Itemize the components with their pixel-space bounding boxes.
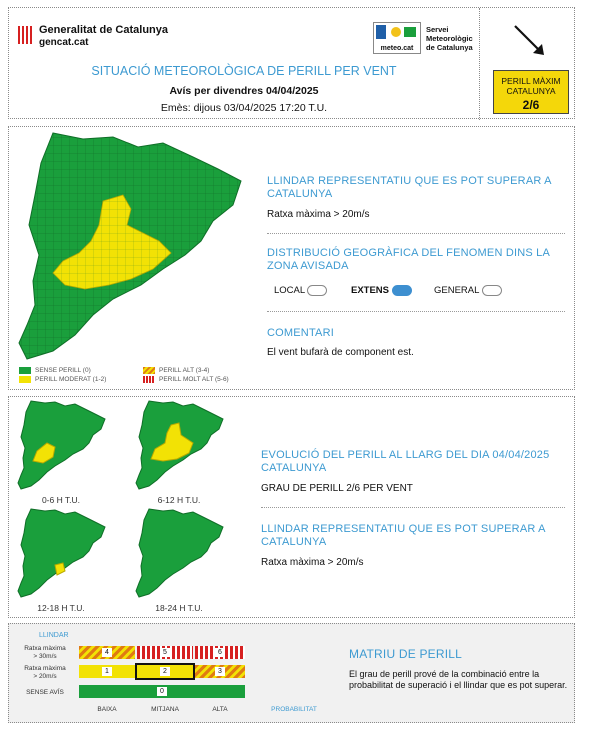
evolution-panel	[8, 396, 575, 618]
comments-block	[267, 327, 567, 358]
legend-label: PERILL ALT (3-4)	[159, 367, 210, 374]
extens-label: EXTENS	[351, 285, 390, 297]
threshold2-title-cont: CATALUNYA	[261, 536, 327, 548]
evolution-text: GRAU DE PERILL 2/6 PER VENT	[261, 483, 413, 494]
matrix-cell	[195, 646, 245, 659]
matrix-explanation	[349, 648, 569, 691]
divider	[267, 233, 565, 234]
matrix-cell-value: 2	[160, 667, 170, 676]
local-label: LOCAL	[274, 285, 305, 297]
divider	[261, 507, 565, 508]
legend-label: PERILL MODERAT (1-2)	[35, 376, 107, 383]
matrix-cell-value: 1	[102, 667, 112, 676]
distribution-block	[267, 247, 567, 273]
meteocat-name-line: Meteorològic	[426, 34, 473, 43]
legend-swatch	[19, 376, 31, 383]
legend-label: SENSE PERILL (0)	[35, 367, 91, 374]
meteocat-name-line: Servei	[426, 25, 449, 34]
legend-swatch	[143, 367, 155, 374]
meteocat-name-line: de Catalunya	[426, 43, 473, 52]
matrix-text: El grau de perill prové de la combinació entre la probabilitat de superació i el llindar que es pot superar.	[349, 669, 568, 690]
matrix-row-label-line: > 30m/s	[33, 653, 57, 660]
page-title: SITUACIÓ METEOROLÒGICA DE PERILL PER VENT	[91, 64, 397, 78]
matrix-cell	[195, 665, 245, 678]
matrix-title: MATRIU DE PERILL	[349, 647, 462, 661]
matrix-row-label: SENSE AVÍS	[26, 689, 64, 696]
matrix-probability-header: PROBABILITAT	[271, 706, 317, 713]
period-label: 6-12 H T.U.	[157, 495, 201, 505]
organization-url: gencat.cat	[39, 37, 89, 48]
arrow-southeast-icon	[509, 20, 549, 60]
matrix-cell-value: 0	[157, 687, 167, 696]
matrix-col-label: MITJANA	[151, 706, 179, 713]
notice-date: Avís per divendres 04/04/2025	[169, 85, 319, 97]
threshold2-title: LLINDAR REPRESENTATIU QUE ES POT SUPERAR A	[261, 523, 546, 535]
matrix-row-label-line: > 20m/s	[33, 673, 57, 680]
header-divider	[479, 8, 480, 120]
legend-label: PERILL MOLT ALT (5-6)	[159, 376, 229, 383]
general-toggle[interactable]	[482, 285, 502, 296]
distribution-title-cont: ZONA AVISADA	[267, 260, 349, 272]
threshold-text: Ratxa màxima > 20m/s	[267, 209, 370, 220]
legend-high	[143, 367, 209, 374]
matrix-cell-selected	[137, 665, 193, 678]
matrix-row-label	[15, 645, 75, 661]
matrix-cell	[79, 665, 135, 678]
matrix-threshold-header: LLINDAR	[39, 632, 69, 639]
threshold-title-cont: CATALUNYA	[267, 188, 333, 200]
matrix-col-label: BAIXA	[97, 706, 117, 713]
threshold2-text: Ratxa màxima > 20m/s	[261, 557, 364, 568]
meteocat-logo-icon	[374, 23, 420, 43]
period-label: 18-24 H T.U.	[155, 603, 203, 613]
header-panel	[8, 7, 575, 119]
extens-toggle[interactable]	[392, 285, 412, 296]
divider	[267, 311, 565, 312]
max-danger-label: PERILL MÀXIM	[501, 76, 561, 86]
issued-date: Emès: dijous 03/04/2025 17:20 T.U.	[160, 102, 328, 114]
matrix-cell-value: 4	[102, 648, 112, 657]
comments-text: El vent bufarà de component est.	[267, 347, 414, 358]
matrix-row-label-line: Ratxa màxima	[24, 665, 66, 672]
evolution-title: EVOLUCIÓ DEL PERILL AL LLARG DEL DIA 04/04/2025	[261, 449, 550, 461]
threshold-block	[267, 175, 567, 220]
threshold2-block	[261, 523, 571, 568]
matrix-cell-value: 3	[215, 667, 225, 676]
matrix-col-label: ALTA	[212, 706, 228, 713]
general-option[interactable]	[434, 285, 502, 296]
threshold-title: LLINDAR REPRESENTATIU QUE ES POT SUPERAR A	[267, 175, 552, 187]
max-danger-region: CATALUNYA	[506, 86, 556, 96]
distribution-title: DISTRIBUCIÓ GEOGRÀFICA DEL FENOMEN DINS LA	[267, 247, 551, 259]
matrix-cell-value: 5	[160, 648, 170, 657]
legend-no-danger	[19, 367, 91, 374]
danger-matrix-panel	[8, 623, 575, 723]
matrix-cell	[137, 646, 193, 659]
matrix-row-label	[15, 665, 75, 681]
organization-name: Generalitat de Catalunya	[39, 24, 168, 36]
local-toggle[interactable]	[307, 285, 327, 296]
meteocat-logo-text: meteo.cat	[380, 45, 414, 52]
map-12-18	[15, 507, 107, 599]
meteocat-logo	[373, 22, 421, 54]
max-danger-value: 2/6	[522, 98, 540, 112]
legend-swatch	[143, 376, 155, 383]
general-label: GENERAL	[434, 285, 480, 297]
period-label: 12-18 H T.U.	[37, 603, 85, 613]
map-6-12	[133, 399, 225, 491]
matrix-row-label-line: Ratxa màxima	[24, 645, 66, 652]
map-0-6	[15, 399, 107, 491]
legend-swatch	[19, 367, 31, 374]
map-18-24	[133, 507, 225, 599]
legend-moderate	[19, 376, 106, 383]
generalitat-logo	[17, 25, 33, 45]
meteocat-name	[426, 25, 473, 52]
legend-very-high	[143, 376, 229, 383]
evolution-block	[261, 449, 571, 494]
extens-option[interactable]	[351, 285, 412, 296]
matrix-cell	[79, 646, 135, 659]
comments-title: COMENTARI	[267, 327, 334, 339]
matrix-cell-value: 6	[215, 648, 225, 657]
local-option[interactable]	[274, 285, 327, 296]
catalonia-danger-map	[13, 129, 248, 364]
matrix-cell	[79, 685, 245, 698]
current-situation-panel	[8, 126, 575, 390]
max-danger-badge	[493, 70, 569, 114]
evolution-title-cont: CATALUNYA	[261, 462, 327, 474]
period-label: 0-6 H T.U.	[41, 495, 81, 505]
